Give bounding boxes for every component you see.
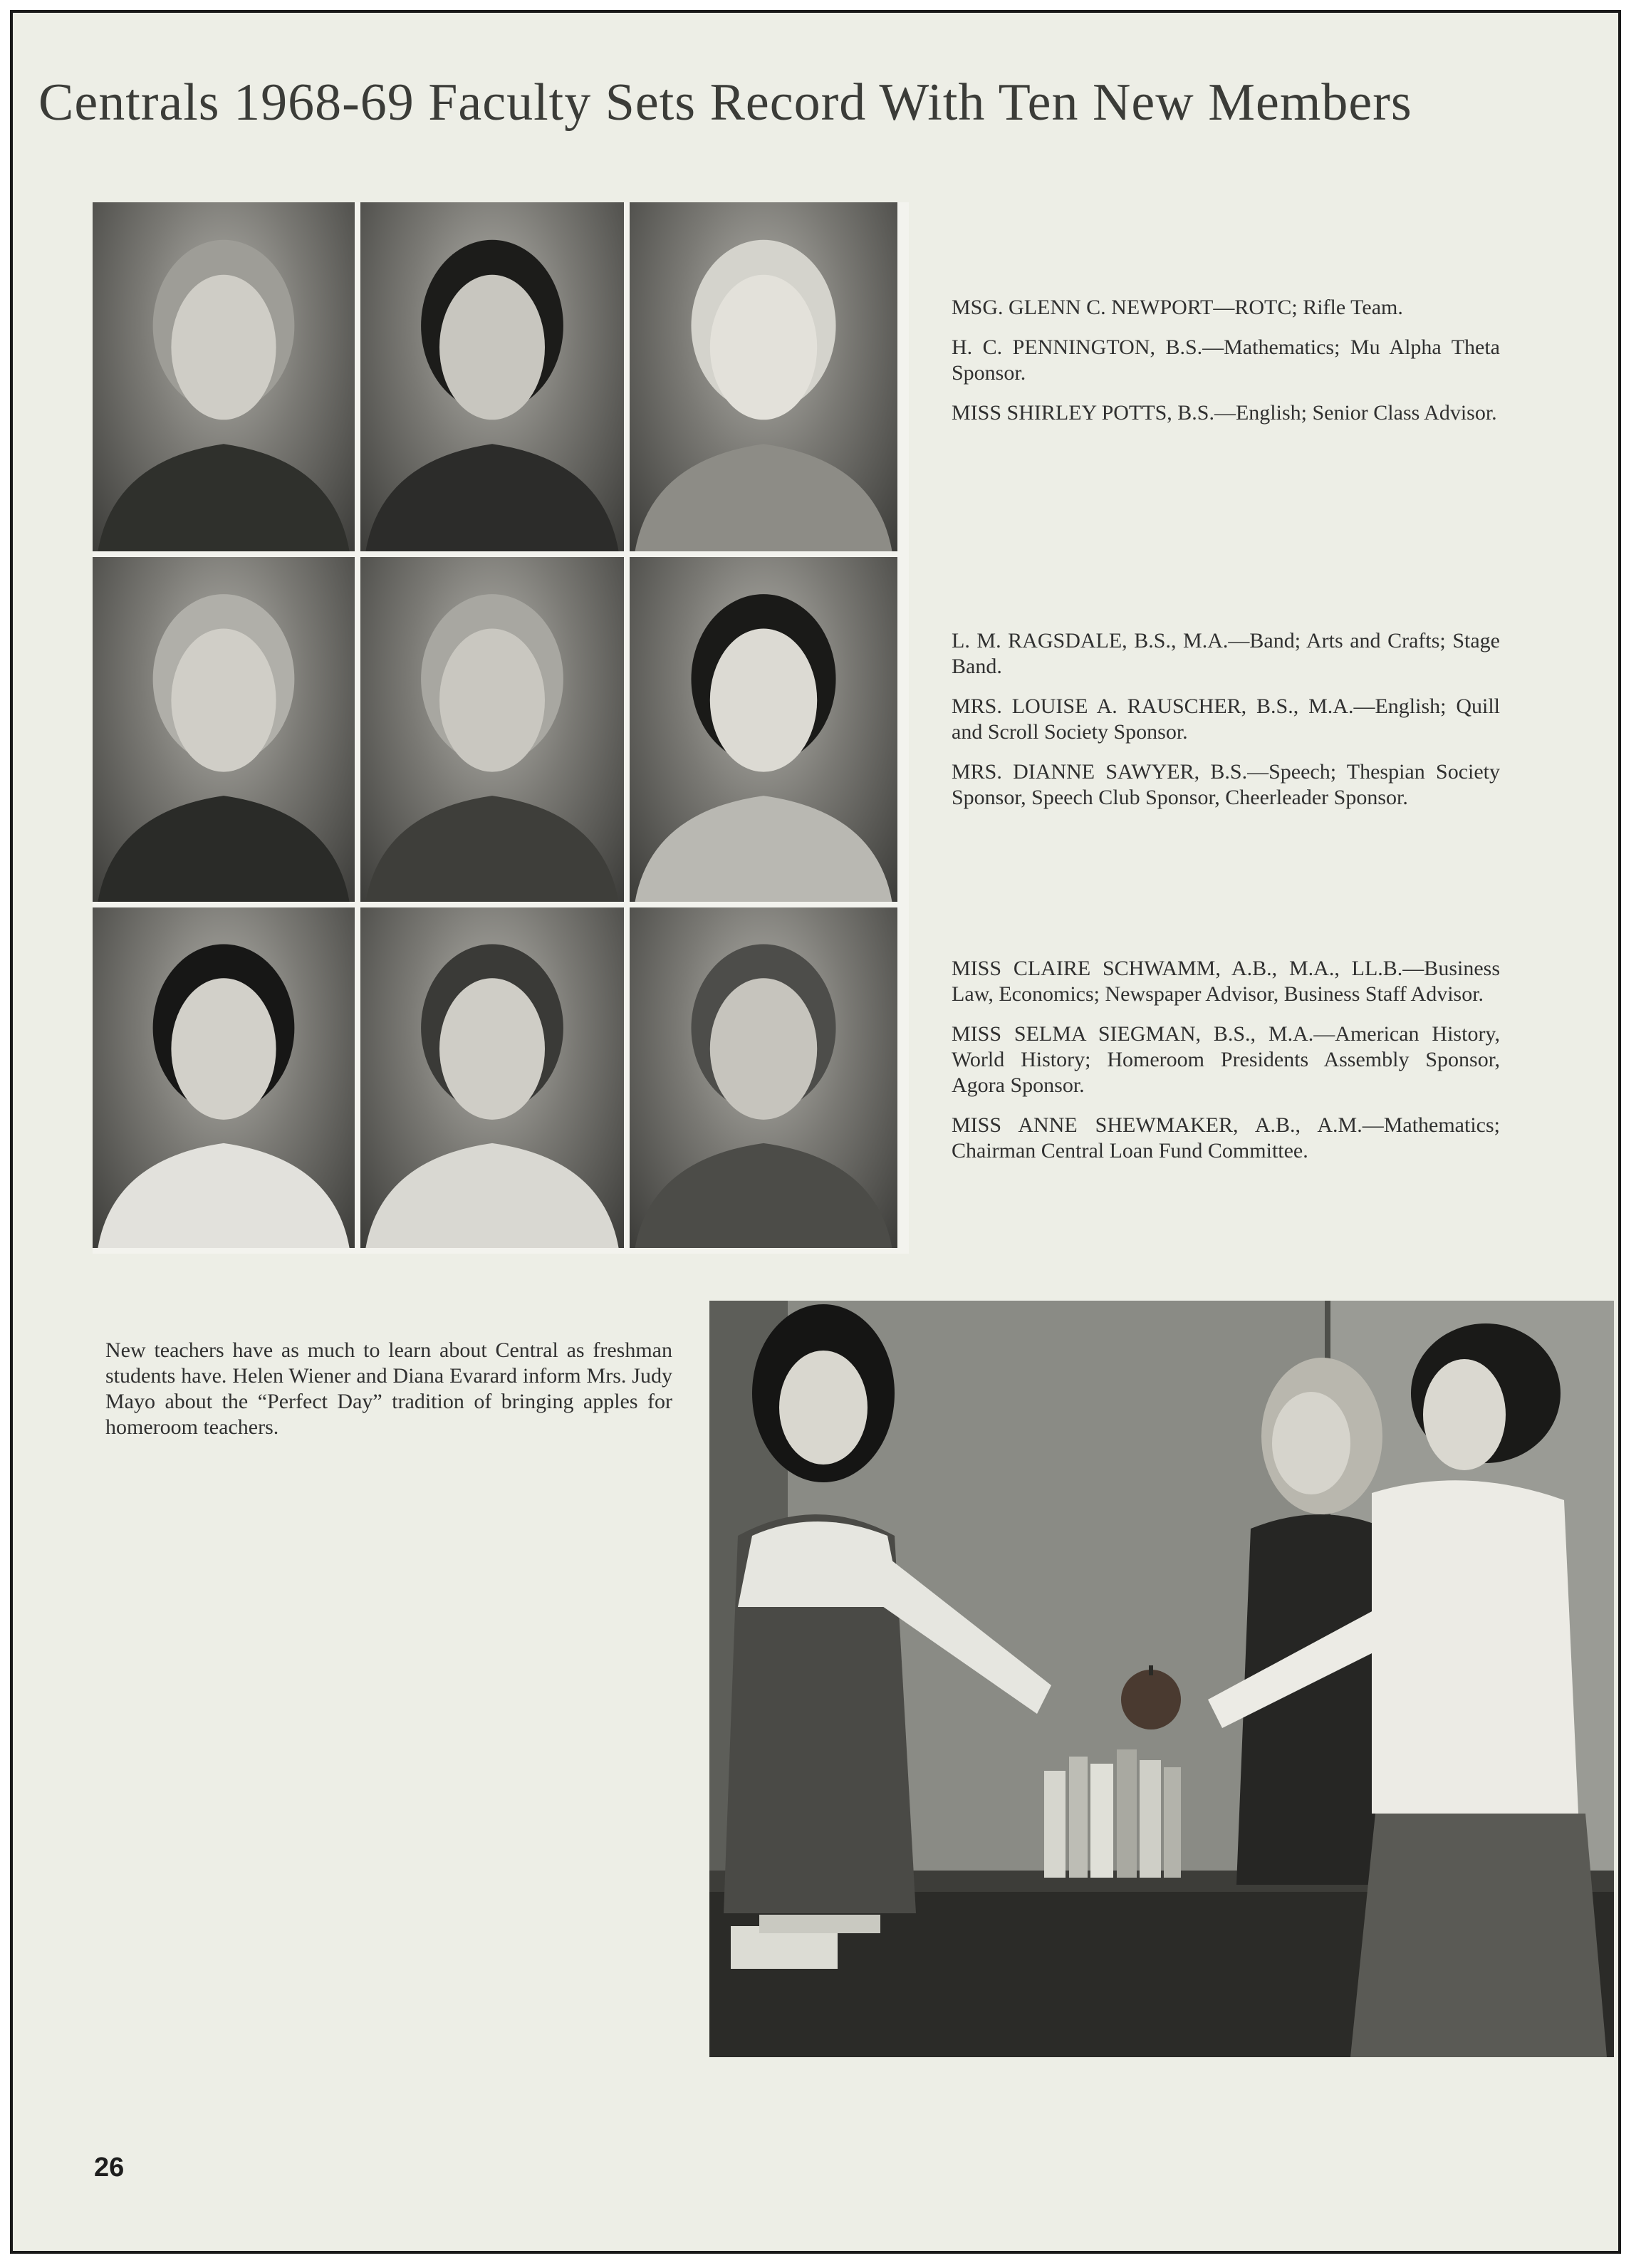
faculty-bio: H. C. PENNINGTON, B.S.—Mathematics; Mu Alpha Theta Sponsor.	[952, 335, 1500, 385]
portrait-photo-icon	[630, 907, 897, 1248]
faculty-bio: MISS SHIRLEY POTTS, B.S.—English; Senior Class Advisor.	[952, 401, 1497, 425]
faculty-portrait-grid	[93, 202, 909, 1254]
faculty-bio: MISS SELMA SIEGMAN, B.S., M.A.—American History, World History; Homeroom Presidents Assembly Sponsor, Agora Sponsor.	[952, 1022, 1500, 1097]
faculty-bio: L. M. RAGSDALE, B.S., M.A.—Band; Arts and Crafts; Stage Band.	[952, 629, 1500, 678]
yearbook-page	[10, 10, 1621, 2254]
faculty-portrait	[360, 557, 624, 902]
faculty-portrait	[93, 557, 355, 902]
faculty-bio: MISS CLAIRE SCHWAMM, A.B., M.A., LL.B.—Business Law, Economics; Newspaper Advisor, Business Staff Advisor.	[952, 957, 1500, 1006]
faculty-portrait	[93, 202, 355, 551]
faculty-bio: MISS ANNE SHEWMAKER, A.B., A.M.—Mathematics; Chairman Central Loan Fund Committee.	[952, 1113, 1500, 1162]
portrait-photo-icon	[360, 907, 624, 1248]
faculty-portrait	[360, 202, 624, 551]
bio-group-3	[952, 956, 1500, 1178]
apple-tradition-photo	[709, 1301, 1614, 2057]
faculty-portrait	[630, 907, 897, 1248]
portrait-photo-icon	[630, 557, 897, 902]
faculty-portrait	[630, 557, 897, 902]
apple-tradition-photo-graphic	[709, 1301, 1614, 2057]
faculty-bio: MSG. GLENN C. NEWPORT—ROTC; Rifle Team.	[952, 296, 1403, 319]
faculty-bio: MRS. DIANNE SAWYER, B.S.—Speech; Thespian Society Sponsor, Speech Club Sponsor, Cheerleader Sponsor.	[952, 760, 1500, 809]
portrait-photo-icon	[630, 202, 897, 551]
faculty-portrait	[93, 907, 355, 1248]
page-number: 26	[94, 2153, 125, 2183]
photo-caption: New teachers have as much to learn about Central as freshman students have. Helen Wiener and Diana Evarard inform Mrs. Judy Mayo about the “Perfect Day” tradition of bringing apples for homeroom teachers.	[105, 1338, 672, 1439]
apple-icon	[1121, 1670, 1181, 1729]
bio-group-2	[952, 628, 1500, 825]
page-title: Centrals 1968-69 Faculty Sets Record With Ten New Members	[38, 73, 1412, 132]
portrait-photo-icon	[93, 907, 355, 1248]
portrait-photo-icon	[93, 557, 355, 902]
portrait-photo-icon	[360, 202, 624, 551]
faculty-bio: MRS. LOUISE A. RAUSCHER, B.S., M.A.—English; Quill and Scroll Society Sponsor.	[952, 695, 1500, 744]
faculty-portrait	[360, 907, 624, 1248]
portrait-photo-icon	[93, 202, 355, 551]
bio-group-1	[952, 295, 1500, 440]
faculty-portrait	[630, 202, 897, 551]
portrait-photo-icon	[360, 557, 624, 902]
